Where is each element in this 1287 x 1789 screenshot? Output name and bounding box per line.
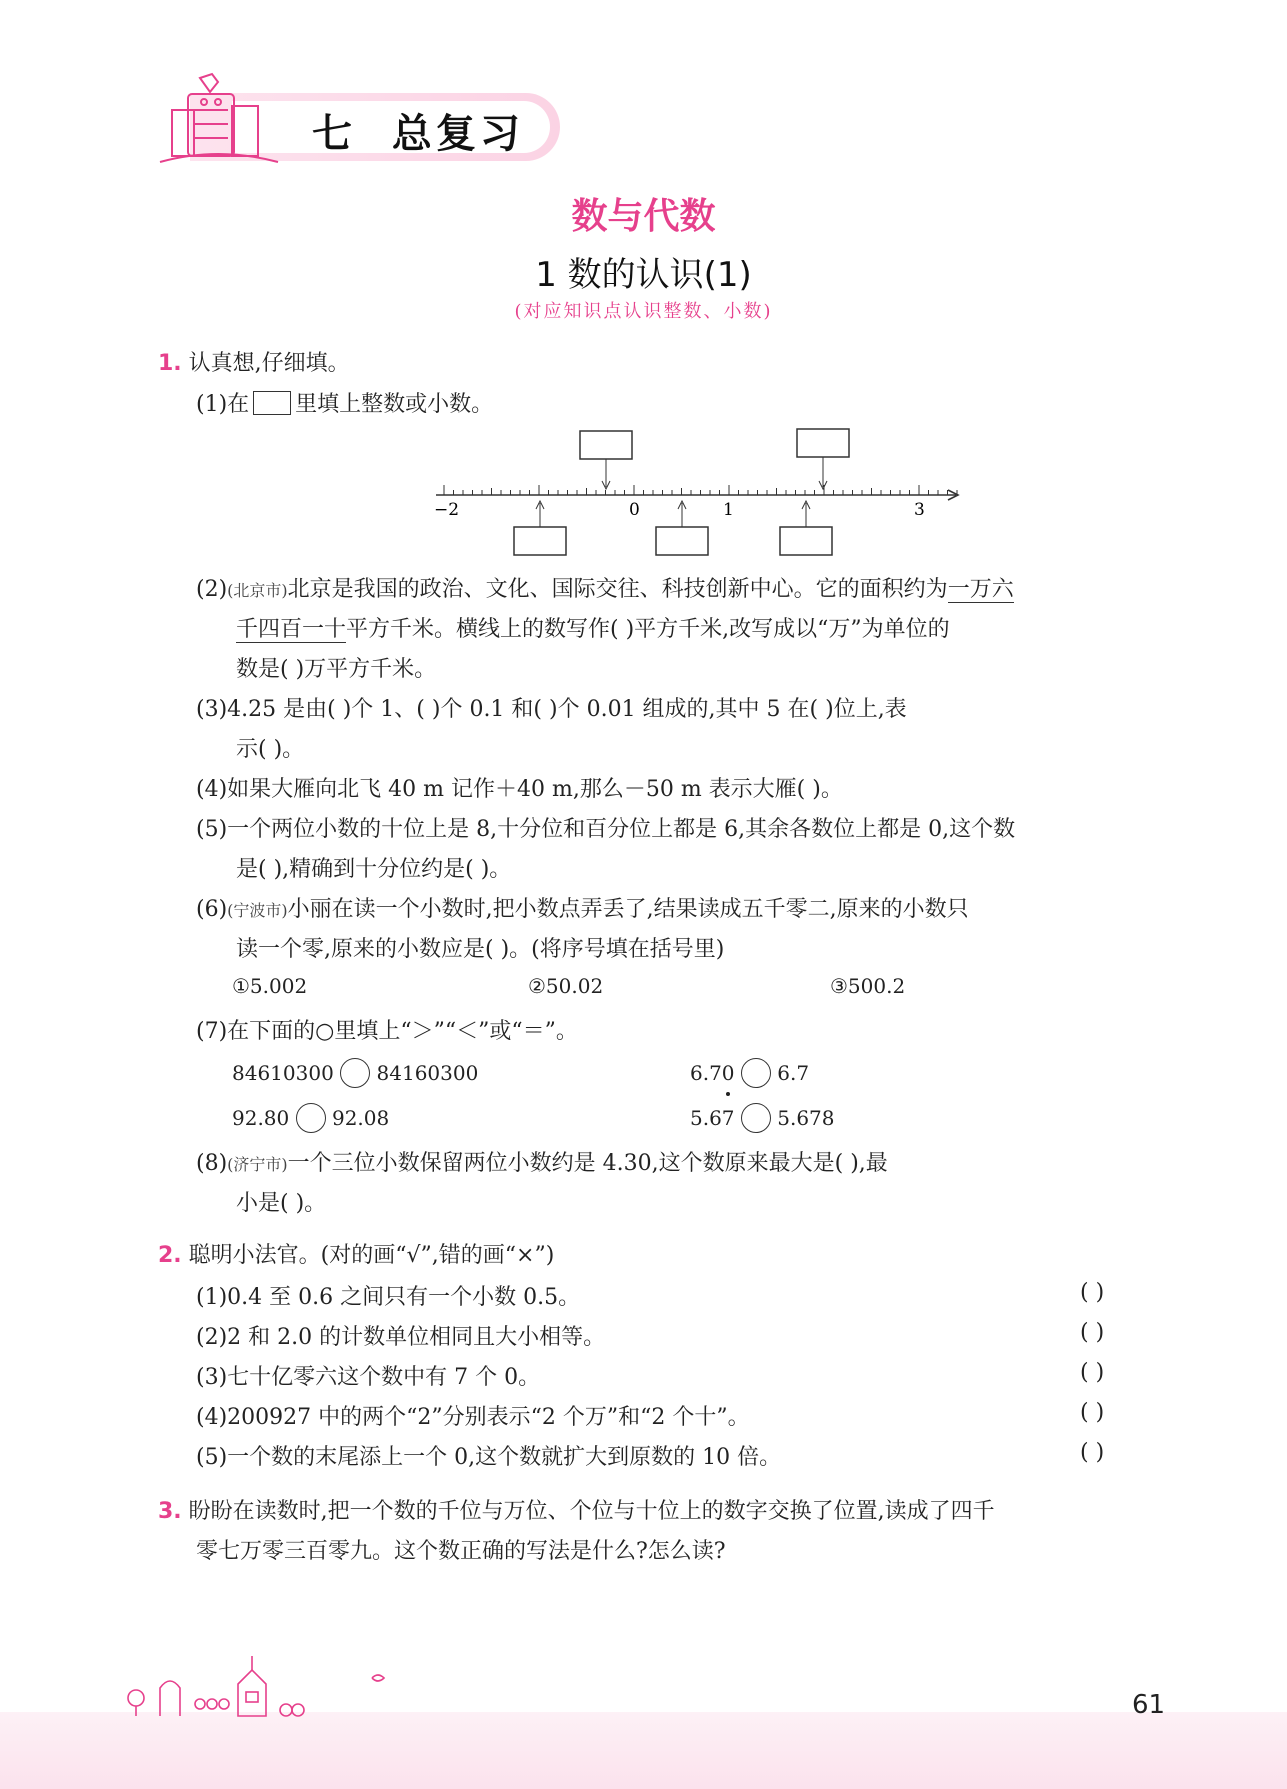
tick-label-0: 0 — [629, 500, 640, 520]
number-line-answer-box[interactable] — [514, 527, 566, 555]
q1-number: 1. — [158, 351, 182, 376]
option-3[interactable]: ③500.2 — [830, 974, 906, 998]
chapter-name: 总复习 — [391, 111, 524, 157]
q1-part8-line1 — [196, 1146, 888, 1177]
q1-part2-line1 — [196, 572, 1014, 603]
judge-answer-slot[interactable]: ( ) — [1080, 1320, 1105, 1345]
q2-title: 聪明小法官。(对的画“√”,错的画“×”) — [188, 1243, 555, 1268]
building-illustration-icon — [158, 70, 288, 170]
number-line — [420, 425, 960, 560]
q1-p1-text-b: 里填上整数或小数。 — [295, 392, 494, 417]
q1-part2-line3: 数是( )万平方千米。 — [236, 657, 437, 682]
compare-circle[interactable] — [296, 1103, 326, 1133]
tick-label-neg2: −2 — [434, 500, 460, 520]
compare-left: 92.80 — [232, 1106, 290, 1130]
lesson-title: 1 数的认识(1) — [535, 255, 752, 295]
judge-answer-slot[interactable]: ( ) — [1080, 1400, 1105, 1425]
q3-line2: 零七万零三百零九。这个数正确的写法是什么?怎么读? — [196, 1539, 726, 1564]
q1-part6-line1 — [196, 892, 969, 923]
compare-item — [232, 1058, 478, 1088]
judge-item: (2)2 和 2.0 的计数单位相同且大小相等。 — [196, 1325, 606, 1350]
chapter-title — [312, 102, 524, 159]
number-line-answer-box[interactable] — [656, 527, 708, 555]
underlined-text: 一万六 — [947, 577, 1014, 602]
judge-item: (3)七十亿零六这个数中有 7 个 0。 — [196, 1365, 541, 1390]
q1-part7-title: (7)在下面的○里填上“＞”“＜”或“＝”。 — [196, 1019, 578, 1044]
lesson-subtitle: (对应知识点认识整数、小数) — [514, 301, 773, 322]
q1-p2-text-2: 平方千米。横线上的数写作( )平方千米,改写成以“万”为单位的 — [346, 617, 950, 642]
option-2[interactable]: ②50.02 — [528, 974, 604, 998]
q2-heading — [158, 1238, 554, 1269]
q1-p1-text-a: (1)在 — [196, 392, 250, 417]
q1-part8-line2: 小是( )。 — [236, 1191, 327, 1216]
option-1[interactable]: ①5.002 — [232, 974, 308, 998]
q1-p6-label: (6) — [196, 897, 228, 922]
source-tag: (济宁市) — [227, 1155, 288, 1174]
compare-circle[interactable] — [340, 1058, 370, 1088]
compare-circle[interactable] — [741, 1058, 771, 1088]
judge-item: (5)一个数的末尾添上一个 0,这个数就扩大到原数的 10 倍。 — [196, 1445, 782, 1470]
judge-answer-slot[interactable]: ( ) — [1080, 1440, 1105, 1465]
q3-number: 3. — [158, 1499, 182, 1524]
compare-right: 92.08 — [331, 1106, 390, 1130]
q1-part3-line2: 示( )。 — [236, 737, 305, 762]
compare-circle[interactable] — [741, 1103, 771, 1133]
q1-heading — [158, 346, 350, 377]
judge-answer-slot[interactable]: ( ) — [1080, 1280, 1105, 1305]
section-title: 数与代数 — [571, 196, 716, 237]
q1-p8-label: (8) — [196, 1151, 228, 1176]
tick-label-1: 1 — [723, 500, 734, 520]
compare-right: 84160300 — [376, 1061, 479, 1085]
tick-label-3: 3 — [914, 500, 925, 520]
q1-part4: (4)如果大雁向北飞 40 m 记作＋40 m,那么－50 m 表示大雁( )。 — [196, 777, 843, 802]
q1-p2-text: 北京是我国的政治、文化、国际交往、科技创新中心。它的面积约为 — [287, 577, 948, 602]
number-line-answer-box[interactable] — [780, 527, 832, 555]
number-line-answer-box[interactable] — [797, 429, 849, 457]
compare-item — [690, 1058, 809, 1088]
judge-answer-slot[interactable]: ( ) — [1080, 1360, 1105, 1385]
q1-p2-label: (2) — [196, 577, 228, 602]
q3-text-1: 盼盼在读数时,把一个数的千位与万位、个位与十位上的数字交换了位置,读成了四千 — [188, 1499, 995, 1524]
compare-left: 84610300 — [232, 1061, 334, 1085]
q1-part2-line2 — [236, 612, 950, 643]
compare-item — [690, 1103, 835, 1133]
answer-box[interactable] — [253, 391, 291, 415]
q1-p6-text: 小丽在读一个小数时,把小数点弄丢了,结果读成五千零二,原来的小数只 — [287, 897, 969, 922]
q1-part5-line2: 是( ),精确到十分位约是( )。 — [236, 857, 512, 882]
q1-part1 — [196, 387, 493, 418]
compare-right: 6.7 — [777, 1061, 810, 1085]
compare-item — [232, 1103, 389, 1133]
compare-right: 5.678 — [777, 1106, 835, 1130]
q1-part3-line1: (3)4.25 是由( )个 1、( )个 0.1 和( )个 0.01 组成的,其中 5 在( )位上,表 — [196, 697, 907, 722]
footer-town-illustration-icon — [120, 1648, 410, 1718]
source-tag: (北京市) — [227, 581, 288, 600]
judge-item: (4)200927 中的两个“2”分别表示“2 个万”和“2 个十”。 — [196, 1405, 750, 1430]
chapter-number: 七 — [312, 111, 356, 157]
judge-item: (1)0.4 至 0.6 之间只有一个小数 0.5。 — [196, 1285, 581, 1310]
number-line-answer-box[interactable] — [580, 431, 632, 459]
underlined-text: 千四百一十 — [236, 617, 347, 642]
q1-part5-line1: (5)一个两位小数的十位上是 8,十分位和百分位上都是 6,其余各数位上都是 0,这个数 — [196, 817, 1016, 842]
repeating-decimal-dot — [726, 1092, 730, 1096]
q3-line1 — [158, 1494, 995, 1525]
q1-part6-line2: 读一个零,原来的小数应是( )。(将序号填在括号里) — [236, 937, 725, 962]
source-tag: (宁波市) — [227, 901, 288, 920]
compare-left: 6.70 — [690, 1061, 735, 1085]
q1-title: 认真想,仔细填。 — [188, 351, 350, 376]
compare-left: 5.67 — [690, 1106, 735, 1130]
q1-p8-text: 一个三位小数保留两位小数约是 4.30,这个数原来最大是( ),最 — [287, 1151, 888, 1176]
page-number: 61 — [1132, 1690, 1166, 1720]
q2-number: 2. — [158, 1243, 182, 1268]
footer-band — [0, 1712, 1287, 1789]
